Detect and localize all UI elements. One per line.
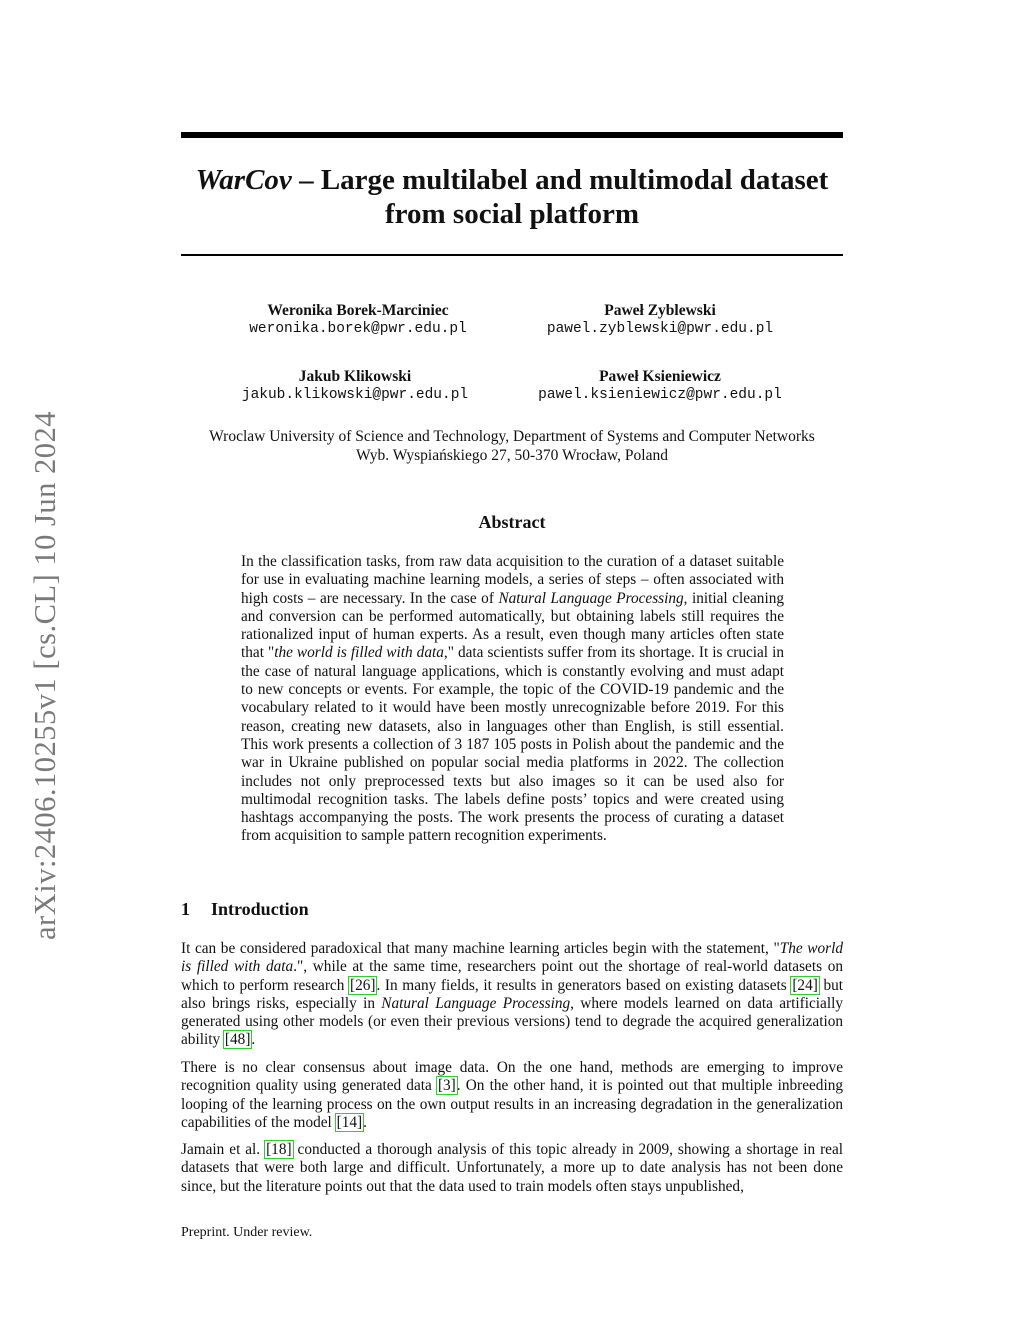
text-italic: Natural Language Processing <box>381 994 571 1012</box>
author-name: Jakub Klikowski <box>298 368 412 385</box>
text-run: There is no clear consensus about image data. On the one hand, methods are emerging to improve recognition quality using generated data <box>181 1059 843 1095</box>
arxiv-stamp: arXiv:2406.10255v1 [cs.CL] 10 Jun 2024 <box>28 411 62 940</box>
author-email[interactable]: jakub.klikowski@pwr.edu.pl <box>241 387 469 403</box>
text-run: conducted a thorough analysis of this topic already in 2009, showing a shortage in real datasets that were both large and difficult. Unfortunately, a more up to date analysis has not been done since, but the literature points out that the data used to train models often stays unpublished, <box>181 1141 843 1195</box>
section-title: Introduction <box>211 899 309 919</box>
author-name: Paweł Ksieniewicz <box>599 368 721 385</box>
intro-paragraph-2 <box>181 1059 843 1132</box>
text-run: but also brings risks, especially in <box>181 976 843 1012</box>
text-run: , where models learned on data artificially generated using other models (or even their previous versions) tend to degrade the acquired generalization ability <box>181 994 843 1049</box>
title-rule-bottom <box>181 254 843 256</box>
abstract-italic: the world is filled with data <box>274 644 444 662</box>
title-line1: – Large multilabel and multimodal dataset <box>291 164 829 196</box>
author-block <box>208 301 508 339</box>
text-run: It can be considered paradoxical that many machine learning articles begin with the statement, " <box>181 940 780 957</box>
abstract-text <box>241 553 784 846</box>
title-line2: from social platform <box>385 198 639 230</box>
text-run: . In many fields, it results in generators based on existing datasets <box>376 976 792 994</box>
section-number: 1 <box>181 899 190 919</box>
abstract-italic: Natural Language Processing <box>498 589 684 607</box>
author-block <box>205 367 505 405</box>
section-heading <box>181 899 309 920</box>
intro-paragraph-1 <box>181 940 843 1050</box>
citation-link[interactable]: [3] <box>437 1077 456 1095</box>
title-rule-top <box>181 132 843 138</box>
citation-link[interactable]: [48] <box>224 1031 251 1049</box>
text-italic: The world is filled with data <box>181 940 843 976</box>
affiliation <box>160 427 864 465</box>
abstract-run: , initial cleaning and conversion can be performed automatically, but obtaining labels still requires the rationalized input of human experts. As a result, even though many articles often state that " <box>241 589 784 662</box>
text-run: . <box>363 1113 367 1131</box>
text-run: . On the other hand, it is pointed out that multiple inbreeding looping of the learning process on the own output results in an increasing degradation in the generalization capabilities of the model <box>181 1077 844 1131</box>
author-name: Weronika Borek-Marciniec <box>267 302 449 319</box>
citation-link[interactable]: [14] <box>336 1113 363 1131</box>
author-email[interactable]: pawel.zyblewski@pwr.edu.pl <box>546 321 774 337</box>
citation-link[interactable]: [24] <box>792 976 818 994</box>
author-block <box>510 301 810 339</box>
abstract-run: ," data scientists suffer from its shortage. It is crucial in the case of natural language applications, which is constantly evolving and must adapt to new concepts or events. For example, the topic of the COVID-19 pandemic and the vocabulary related to it would have been mostly unrecognizable before 2019. For this reason, creating new datasets, also in languages other than English, is still essential. This work presents a collection of 3 187 105 posts in Polish about the pandemic and the war in Ukraine published on popular social media platforms in 2022. The collection includes not only preprocessed texts but also images so it can be used also for multimodal recognition tasks. The labels define posts’ topics and were created using hashtags accompanying the posts. The work presents the process of curating a dataset from acquisition to sample pattern recognition experiments. <box>241 644 784 845</box>
text-run: .", while at the same time, researchers point out the shortage of real-world datasets on which to perform research <box>181 958 843 994</box>
affiliation-line2: Wyb. Wyspiańskiego 27, 50-370 Wrocław, Poland <box>356 447 668 464</box>
title-italic: WarCov <box>195 164 292 196</box>
author-block <box>510 367 810 405</box>
citation-link[interactable]: [18] <box>266 1141 292 1158</box>
text-run: . <box>251 1031 256 1049</box>
author-email[interactable]: weronika.borek@pwr.edu.pl <box>249 321 467 337</box>
text-run: Jamain et al. <box>181 1141 266 1158</box>
abstract-run: In the classification tasks, from raw data acquisition to the curation of a dataset suitable for use in evaluating machine learning models, a series of steps – often associated with high costs – are necessary. In the case of <box>241 553 784 607</box>
author-email[interactable]: pawel.ksieniewicz@pwr.edu.pl <box>538 387 782 403</box>
citation-link[interactable]: [26] <box>349 976 376 994</box>
paper-title <box>181 163 843 231</box>
intro-paragraph-3 <box>181 1141 843 1196</box>
footer-note: Preprint. Under review. <box>181 1225 313 1240</box>
author-name: Paweł Zyblewski <box>604 302 716 319</box>
abstract-heading: Abstract <box>478 512 546 532</box>
affiliation-line1: Wroclaw University of Science and Technology, Department of Systems and Computer Networks <box>209 428 815 445</box>
